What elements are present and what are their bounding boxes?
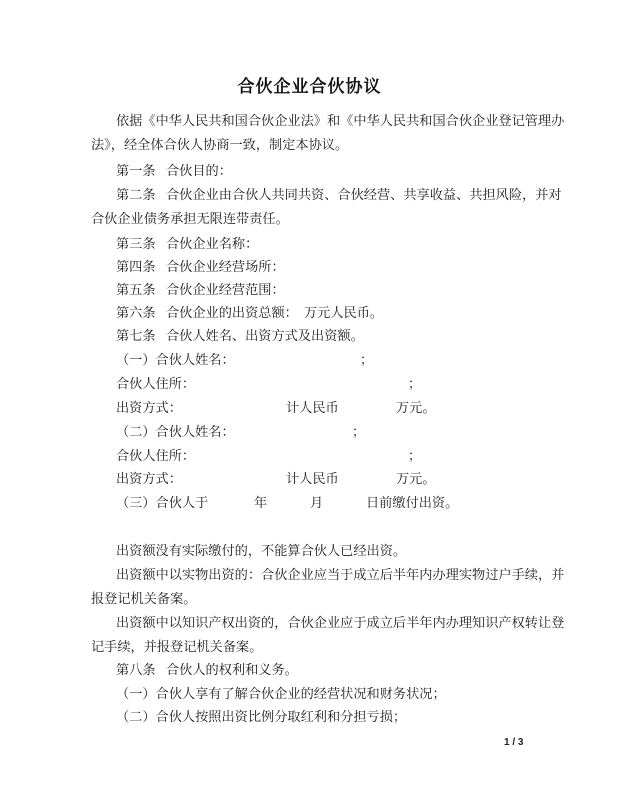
partner-1-address-end: ； [408,377,422,392]
article-4-label: 第四条 [116,260,156,275]
note-3-line-1: 出资额中以知识产权出资的，合伙企业应于成立后半年内办理知识产权转让登 [116,616,565,631]
article-4-text: 合伙企业经营场所： [166,260,285,275]
right-2: （二）合伙人按照出资比例分取红利和分担亏损； [116,710,407,725]
document-title: 合伙企业合伙协议 [237,77,382,97]
partner-1-amount-unit: 万元。 [396,401,436,416]
article-2-label: 第二条 [116,188,156,203]
article-7-label: 第七条 [116,329,156,344]
payment-suffix: 日前缴付出资。 [366,496,459,511]
note-2-line-1: 出资额中以实物出资的：合伙企业应当于成立后半年内办理实物过户手续，并 [116,568,565,583]
article-1-label: 第一条 [116,164,156,179]
partner-2-address-label: 合伙人住所： [116,449,196,464]
page-number: 1 / 3 [504,737,524,748]
article-6-unit: 万元人民币。 [304,306,384,321]
article-6-label: 第六条 [116,306,156,321]
partner-1-rmb-label: 计人民币 [286,401,339,416]
partner-1-name-end: ； [360,353,374,368]
partner-2-address-end: ； [408,449,422,464]
note-3-line-2: 记手续，并报登记机关备案。 [91,640,263,655]
partner-1-method-label: 出资方式： [116,401,182,416]
partner-2-rmb-label: 计人民币 [286,472,339,487]
partner-1-address-label: 合伙人住所： [116,377,196,392]
article-3-label: 第三条 [116,237,156,252]
article-3-text: 合伙企业名称： [166,237,259,252]
article-8-text: 合伙人的权利和义务。 [166,663,298,678]
payment-prefix: （三）合伙人于 [116,496,209,511]
article-2-continuation: 合伙企业债务承担无限连带责任。 [91,212,289,227]
partner-2-amount-unit: 万元。 [396,472,436,487]
partner-2-method-label: 出资方式： [116,472,182,487]
payment-month: 月 [310,496,324,511]
note-2-line-2: 报登记机关备案。 [91,592,197,607]
partner-1-name-label: （一）合伙人姓名： [116,353,235,368]
preamble-line-1: 依据《中华人民共和国合伙企业法》和《中华人民共和国合伙企业登记管理办 [116,114,565,129]
partner-2-name-label: （二）合伙人姓名： [116,425,235,440]
payment-year: 年 [254,496,268,511]
right-1: （一）合伙人享有了解合伙企业的经营状况和财务状况； [116,687,446,702]
note-1: 出资额没有实际缴付的，不能算合伙人已经出资。 [116,544,407,559]
article-5-label: 第五条 [116,283,156,298]
partner-2-name-end: ； [352,425,366,440]
article-2-text: 合伙企业由合伙人共同共资、合伙经营、共享收益、共担风险，并对 [166,188,562,203]
article-1-text: 合伙目的： [166,164,232,179]
article-6-text: 合伙企业的出资总额： [166,306,298,321]
preamble-line-2: 法》，经全体合伙人协商一致，制定本协议。 [91,138,349,153]
article-8-label: 第八条 [116,663,156,678]
article-7-text: 合伙人姓名、出资方式及出资额。 [166,329,364,344]
article-5-text: 合伙企业经营范围： [166,283,285,298]
